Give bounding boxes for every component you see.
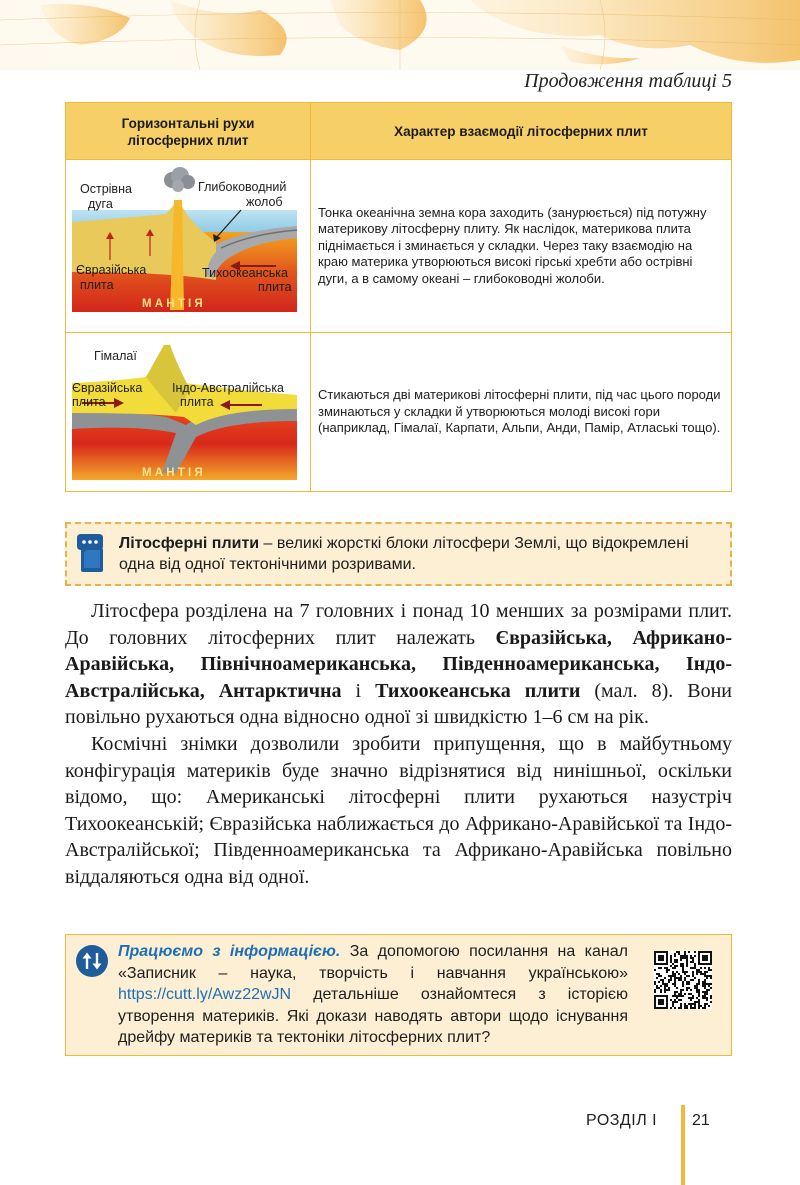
label-trench-2: жолоб <box>246 195 283 209</box>
dictionary-chat-icon <box>75 534 109 574</box>
footer-divider <box>681 1105 685 1185</box>
label-eurasian-plate-1: Євразійська <box>72 381 143 395</box>
main-text <box>65 598 732 891</box>
label-eurasian-plate-2: плита <box>72 395 106 409</box>
subduction-diagram-cell <box>66 160 311 332</box>
definition-box <box>65 522 732 586</box>
label-indo-australian-plate-1: Індо-Австралійська <box>172 381 285 395</box>
label-trench-1: Глибоководний <box>198 180 287 194</box>
plate-movements-table <box>65 102 732 492</box>
info-text: Працюємо з інформацією. За допомогою посилання на канал «Записник – наука, творчість і навчання українською» https://cutt.ly/Awz22wJN детальніше ознайомтеся з історією утворення материків. Які докази наводять автори щодо існування дрейфу материків та тектоніки літосферних плит? <box>118 943 628 1046</box>
label-himalaya: Гімалаї <box>94 349 137 363</box>
label-pacific-plate-1: Тихоокеанська <box>202 266 288 280</box>
info-box <box>65 934 732 1056</box>
label-island-arc-1: Острівна <box>80 182 132 196</box>
exchange-arrows-icon <box>76 945 108 977</box>
label-mantle: М А Н Т І Я <box>142 298 203 310</box>
subduction-diagram <box>66 160 311 333</box>
table-row-collision <box>66 333 731 491</box>
page-number: 21 <box>692 1112 710 1129</box>
header-map-decoration <box>0 0 800 70</box>
definition-term: Літосферні плити <box>119 535 260 552</box>
collision-diagram-cell <box>66 333 311 491</box>
label-eurasian-plate-1: Євразійська <box>76 263 147 277</box>
label-eurasian-plate-2: плита <box>80 278 114 292</box>
label-pacific-plate-2: плита <box>258 280 292 294</box>
collision-diagram <box>66 333 311 491</box>
table-continuation-caption: Продовження таблиці 5 <box>524 70 732 92</box>
table-header <box>66 103 731 160</box>
label-indo-australian-plate-2: плита <box>180 395 214 409</box>
column-header-interaction: Характер взаємодії літосферних плит <box>394 124 648 139</box>
subduction-description: Тонка океанічна земна кора заходить (занурюється) під потужну материкову літосферну плиту. Як наслідок, материкова плита піднімається і зминається у складки. Через таку взаємодію на краю материка утворюються високі гірські хребти або острівні дуги, а в самому океані – глибоководні жолоби. <box>318 204 707 286</box>
label-island-arc-2: дуга <box>88 197 113 211</box>
channel-link[interactable]: https://cutt.ly/Awz22wJN <box>118 986 292 1003</box>
section-label: РОЗДІЛ I <box>586 1112 658 1129</box>
qr-code[interactable] <box>654 951 712 1009</box>
paragraph-2: Космічні знімки дозволили зробити припущення, що в майбутньому конфігурація материків буде значно відрізнятися від нинішньої, оскільки відомо, що: Американські літосферні плити рухаються назустріч Тихоокеанській; Євразійська наближається до Африкано-Аравійської та Індо-Австралійської; Південноамериканська та Африкано-Аравійська повільно віддаляються одна від одної. <box>65 732 732 888</box>
definition-text: Літосферні плити – великі жорсткі блоки літосфери Землі, що відокремлені одна від одної тектонічними розривами. <box>119 535 689 573</box>
collision-description: Стикаються дві материкові літосферні плити, під час цього породи зминаються у складки й утворюються молоді високі гори (наприклад, Гімалаї, Карпати, Альпи, Анди, Памір, Атлаські тощо). <box>318 387 721 436</box>
label-mantle: М А Н Т І Я <box>142 467 203 479</box>
column-header-movements: Горизонтальні рухи літосферних плит <box>66 103 311 160</box>
table-row-subduction <box>66 160 731 333</box>
info-lead: Працюємо з інформацією. <box>118 943 341 960</box>
paragraph-1: Літосфера розділена на 7 головних і понад 10 менших за розмірами плит. До головних літосферних плит належать Євразійська, Африкано-Аравійська, Північноамериканська, Південноамериканська, Індо-Австралійська, Антарктична і Тихоокеанська плити (мал. 8). Вони повільно рухаються одна відносно одної зі швидкістю 1–6 см на рік. <box>65 600 732 729</box>
